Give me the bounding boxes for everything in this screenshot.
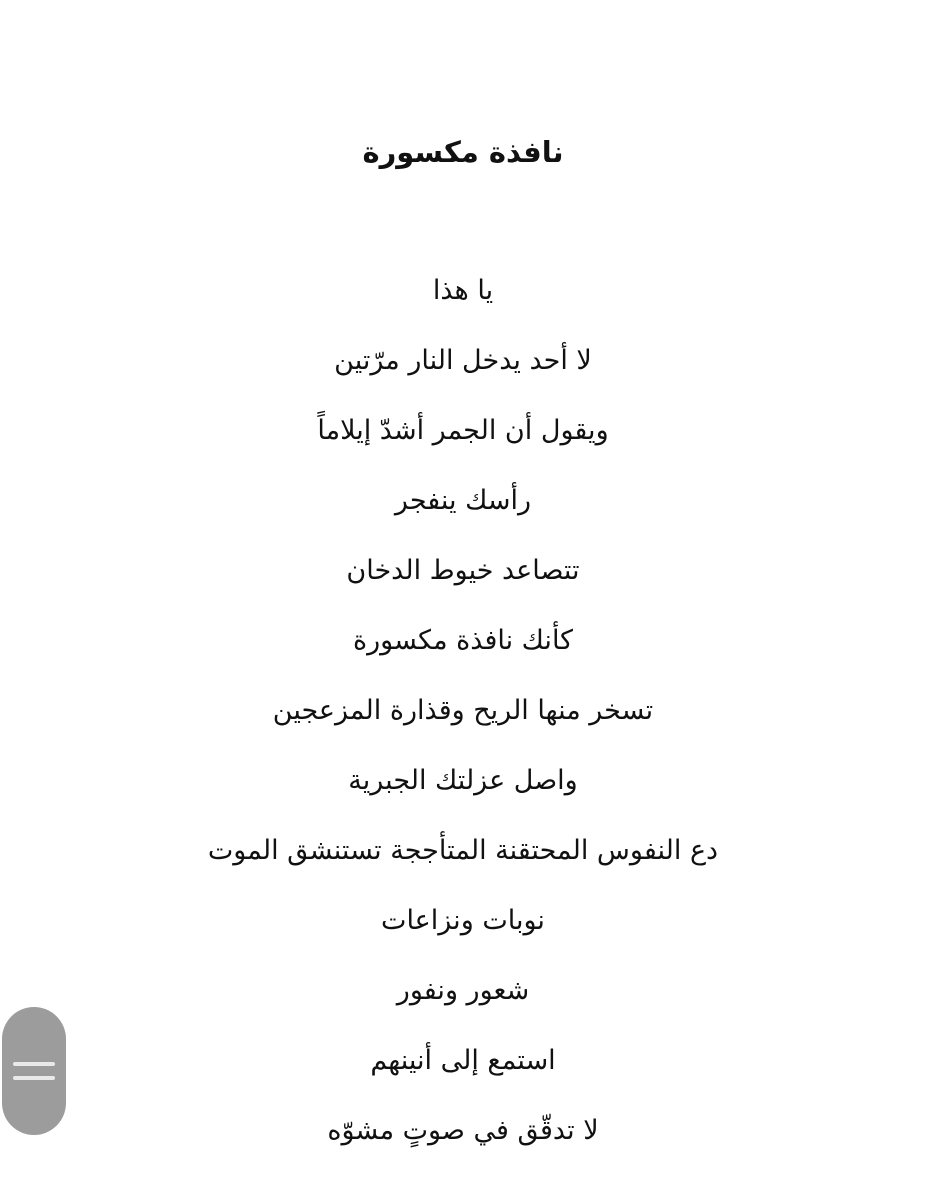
- drag-handle-icon: [13, 1076, 55, 1080]
- poem-line: شعور ونفور: [396, 975, 530, 1006]
- poem-line: تتصاعد خيوط الدخان: [346, 555, 580, 586]
- poem-line: واصل عزلتك الجبرية: [348, 765, 578, 796]
- scroll-handle-button[interactable]: [2, 1007, 66, 1135]
- poem-body: [0, 264, 926, 1174]
- poem-line: لا أحد يدخل النار مرّتين: [334, 345, 592, 376]
- poem-line: نوبات ونزاعات: [381, 905, 545, 936]
- poem-line: كأنك نافذة مكسورة: [352, 625, 574, 656]
- poem-title: نافذة مكسورة: [362, 135, 564, 169]
- poem-line: استمع إلى أنينهم: [370, 1045, 556, 1076]
- poem-line: ويقول أن الجمر أشدّ إيلاماً: [317, 415, 609, 446]
- poem-line: لا تدقّق في صوتٍ مشوّه: [327, 1115, 599, 1146]
- poem-line: رأسك ينفجر: [394, 485, 532, 516]
- poem-line: دع النفوس المحتقنة المتأججة تستنشق الموت: [207, 835, 719, 866]
- poem-line: تسخر منها الريح وقذارة المزعجين: [272, 695, 654, 726]
- drag-handle-icon: [13, 1062, 55, 1066]
- poem-line: يا هذا: [432, 275, 494, 306]
